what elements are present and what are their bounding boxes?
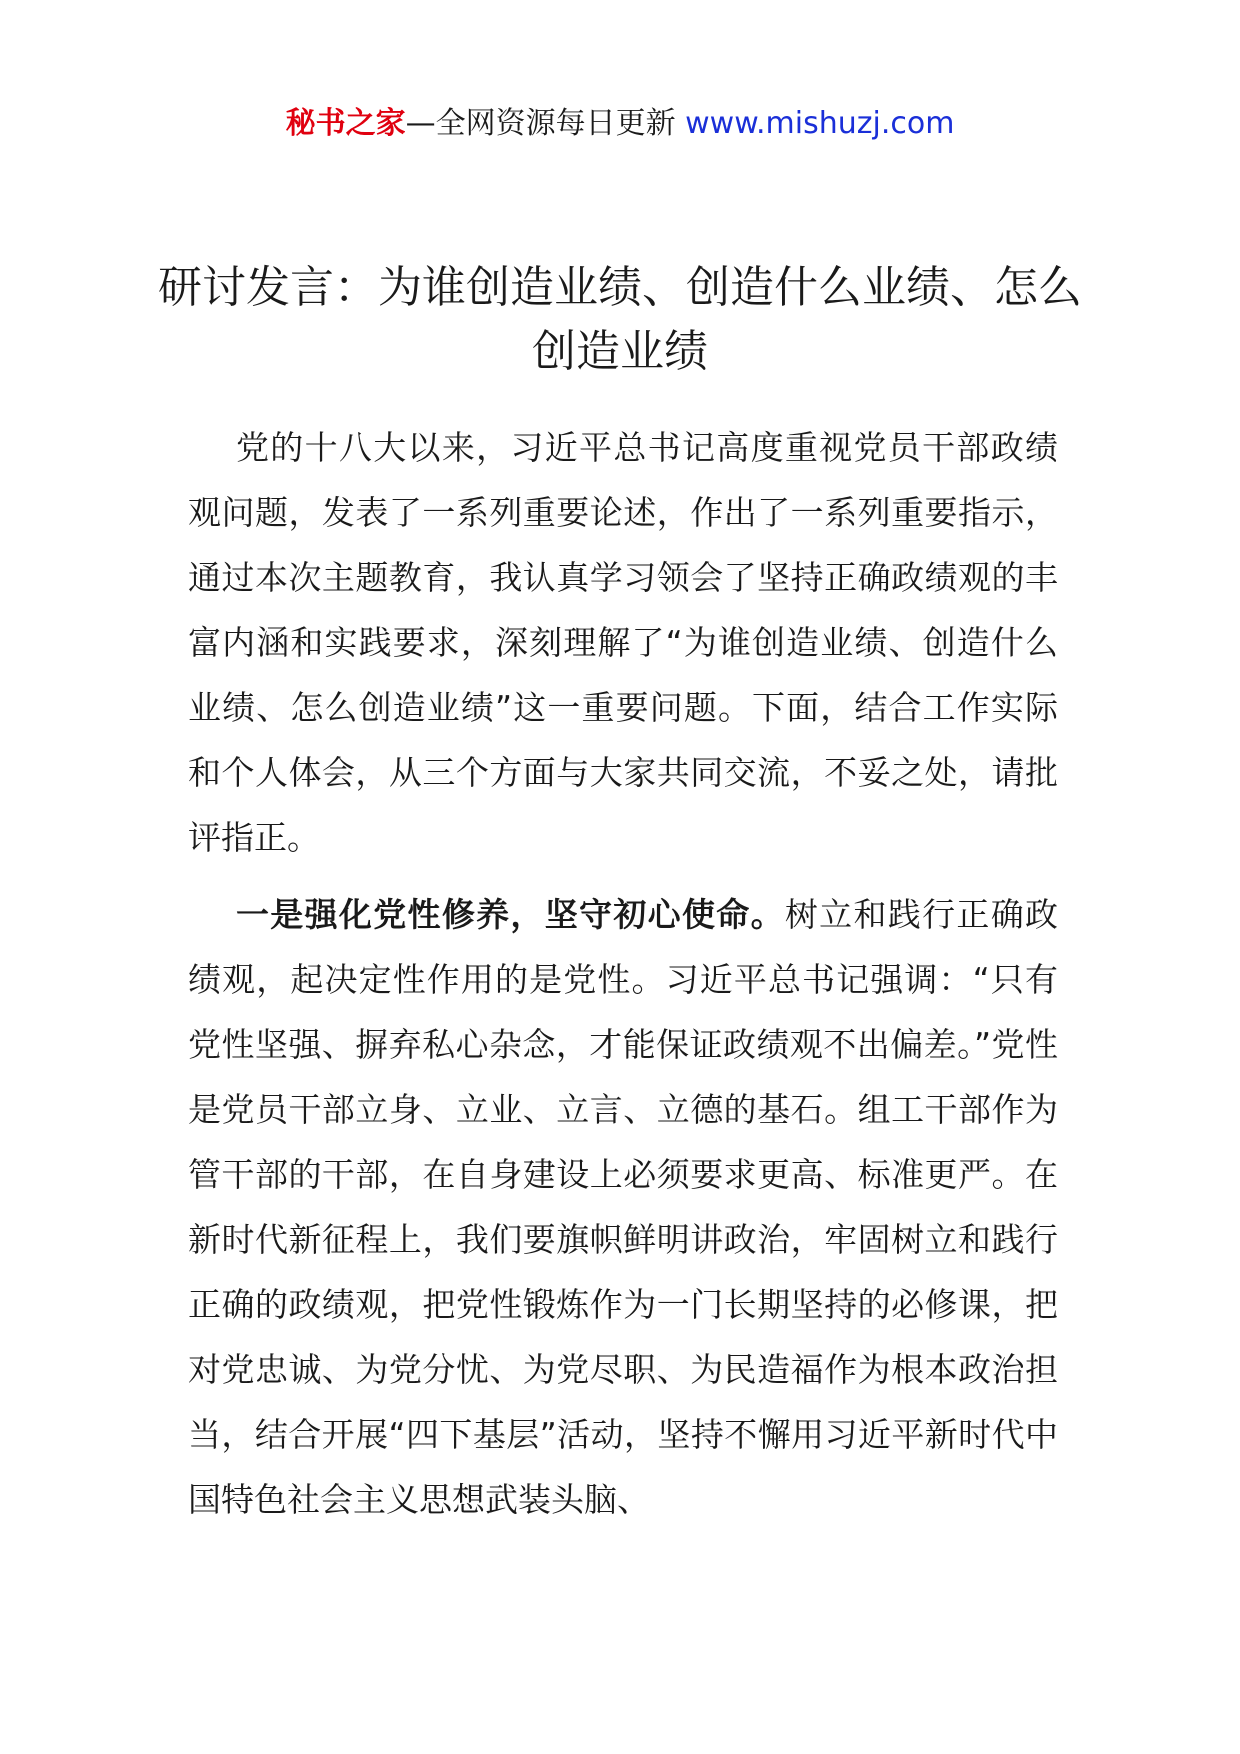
paragraph-point-one [188, 882, 1058, 1532]
brand-name: 秘书之家 [285, 106, 406, 141]
paragraph-text: 树立和践行正确政绩观，起决定性作用的是党性。习近平总书记强调：“只有党性坚强、摒弃私心杂念，才能保证政绩观不出偏差。”党性是党员干部立身、立业、立言、立德的基石。组工干部作为管干部的干部，在自身建设上必须要求更高、标准更严。在新时代新征程上，我们要旗帜鲜明讲政治，牢固树立和践行正确的政绩观，把党性锻炼作为一门长期坚持的必修课，把对党忠诚、为党分忧、为党尽职、为民造福作为根本政治担当，结合开展“四下基层”活动，坚持不懈用习近平新时代中国特色社会主义思想武装头脑、 [188, 895, 1059, 1519]
paragraph-text: 党的十八大以来，习近平总书记高度重视党员干部政绩观问题，发表了一系列重要论述，作出了一系列重要指示，通过本次主题教育，我认真学习领会了坚持正确政绩观的丰富内涵和实践要求，深刻理解了“为谁创造业绩、创造什么业绩、怎么创造业绩”这一重要问题。下面，结合工作实际和个人体会，从三个方面与大家共同交流，不妥之处，请批评指正。 [188, 428, 1058, 857]
site-slogan: —全网资源每日更新 [405, 106, 676, 141]
paragraph-intro [188, 415, 1058, 870]
document-title: 研讨发言：为谁创造业绩、创造什么业绩、怎么创造业绩 [158, 262, 1082, 377]
site-url-link[interactable]: www.mishuzj.com [685, 106, 955, 141]
site-header [0, 100, 1240, 148]
document-body [188, 415, 1058, 1544]
paragraph-lead: 一是强化党性修养，坚守初心使命。 [236, 895, 785, 934]
